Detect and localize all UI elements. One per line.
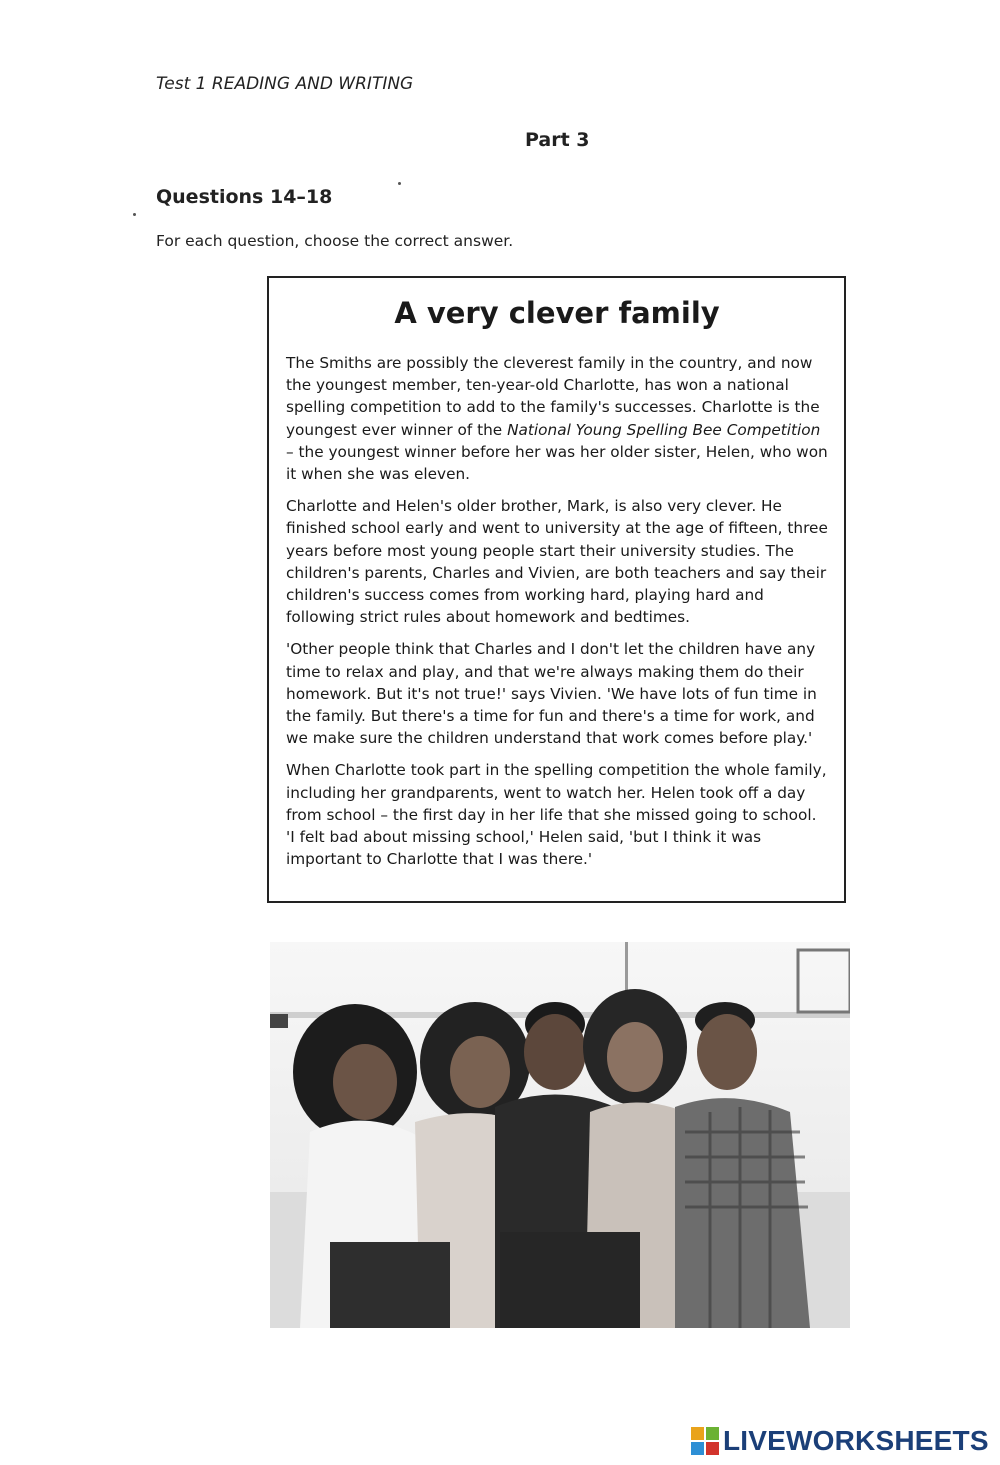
family-photo — [270, 942, 850, 1328]
liveworksheets-brand — [690, 1424, 989, 1458]
article-paragraph-4: When Charlotte took part in the spelling competition the whole family, including her grandparents, went to watch her. Helen took off a day from school – the first day in her life that she missed going to school. 'I felt bad about missing school,' Helen said, 'but I think it was important to Charlotte that I was there.' — [286, 761, 827, 869]
part-title: Part 3 — [525, 129, 590, 151]
liveworksheets-wordmark: LIVEWORKSHEETS — [723, 1425, 989, 1456]
questions-title: Questions 14–18 — [156, 186, 333, 208]
scan-speck — [133, 213, 136, 216]
liveworksheets-logo-icon — [690, 1426, 720, 1456]
family-photo-illustration — [270, 942, 850, 1328]
competition-name: National Young Spelling Bee Competition — [507, 420, 821, 439]
paragraph-1-text-end: – the youngest winner before her was her older sister, Helen, who won it when she was eleven. — [286, 442, 828, 484]
article-title: A very clever family — [394, 296, 720, 330]
instruction-text: For each question, choose the correct answer. — [156, 232, 514, 250]
article-paragraph-2: Charlotte and Helen's older brother, Mark, is also very clever. He finished school early and went to university at the age of fifteen, three years before most young people start their university studies. The children's parents, Charles and Vivien, are both teachers and say their children's success comes from working hard, playing hard and following strict rules about homework and bedtimes. — [286, 497, 828, 627]
paragraph-1-text-start: The Smiths are possibly the cleverest family in the country, and now the youngest member, ten-year-old Charlotte, has won a national spelling competition to add to the family's successes. Charlotte is the youngest ever winner of the — [286, 354, 820, 439]
article-paragraph-1 — [286, 352, 828, 485]
test-label: Test 1 READING AND WRITING — [156, 74, 414, 94]
article-paragraph-3: 'Other people think that Charles and I don't let the children have any time to relax and play, and that we're always making them do their homework. But it's not true!' says Vivien. 'We have lots of fun time in the family. But there's a time for fun and there's a time for work, and we make sure the children understand that work comes before play.' — [286, 640, 817, 748]
scan-speck — [398, 182, 401, 185]
article-box — [267, 276, 846, 903]
